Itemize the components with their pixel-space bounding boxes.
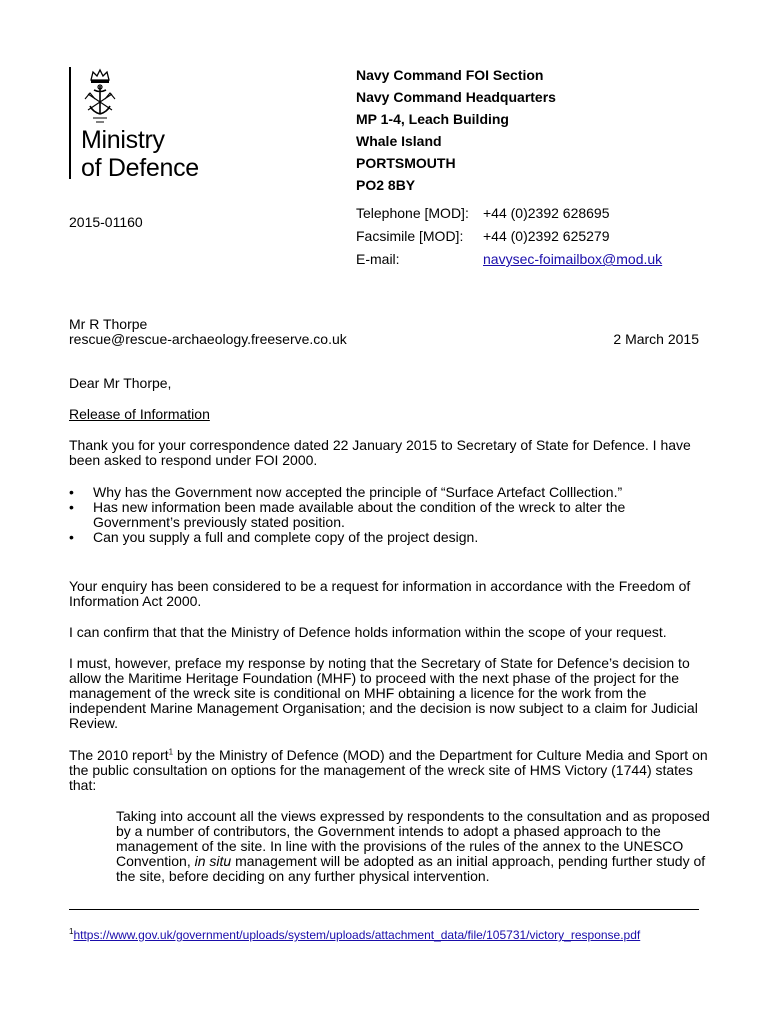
paragraph-2-text: Your enquiry has been considered to be a request for information in accordance with the Freedom of Information Act 2000.: [69, 578, 691, 609]
paragraph-1-text: Thank you for your correspondence dated 22 January 2015 to Secretary of State for Defence. I have been asked to respond under FOI 2000.: [69, 437, 691, 468]
address-line: Navy Command Headquarters: [356, 89, 556, 105]
quote-after: management will be adopted as an initial approach, pending further study of the site, before deciding on any further physical intervention.: [116, 853, 706, 884]
paragraph-4: [69, 656, 709, 731]
email-label: E-mail:: [356, 251, 400, 267]
paragraph-4-text: I must, however, preface my response by noting that the Secretary of State for Defence’s decision to allow the Maritime Heritage Foundation (MHF) to proceed with the next phase of the project for the management of the wreck site is conditional on MHF obtaining a licence for the work from the independent Marine Management Organisation; and the decision is now subject to a claim for Judicial Review.: [69, 655, 698, 731]
reference-number: 2015-01160: [69, 214, 143, 230]
letter-date: 2 March 2015: [613, 331, 699, 347]
email-link[interactable]: navysec-foimailbox@mod.uk: [483, 251, 663, 267]
paragraph-3: [69, 625, 709, 640]
recipient-name: Mr R Thorpe: [69, 316, 148, 332]
quote-before: Taking into account all the views expressed by respondents to the consultation and as proposed by a number of contributors, the Government intends to adopt a phased approach to the management of the site. In line with the provisions of the rules of the annex to the UNESCO Convention,: [116, 808, 710, 869]
logo-wordmark: [81, 126, 199, 182]
footnote-number: 1: [69, 927, 74, 936]
recipient-email: rescue@rescue-archaeology.freeserve.co.uk: [69, 331, 347, 347]
salutation-text: Dear Mr Thorpe,: [69, 375, 172, 391]
sender-address: [356, 64, 556, 196]
paragraph-3-text: I can confirm that that the Ministry of Defence holds information within the scope of your request.: [69, 624, 667, 640]
address-line: Navy Command FOI Section: [356, 67, 544, 83]
address-line: PO2 8BY: [356, 177, 416, 193]
subject-line: [69, 407, 709, 422]
fax-value: +44 (0)2392 625279: [483, 228, 610, 244]
paragraph-5-text: [69, 748, 709, 793]
royal-navy-crest-icon: [80, 66, 120, 124]
telephone-value: +44 (0)2392 628695: [483, 205, 610, 221]
paragraph-1: [69, 438, 709, 468]
list-item: • Can you supply a full and complete copy of the project design.: [0, 530, 715, 545]
logo-line-2: of Defence: [81, 154, 199, 182]
para5-after: by the Ministry of Defence (MOD) and the Department for Culture Media and Sport on the public consultation on options for the management of the wreck site of HMS Victory (1744) states that:: [69, 747, 708, 793]
logo-line-1: Ministry: [81, 126, 165, 154]
address-line: PORTSMOUTH: [356, 155, 456, 171]
address-line: Whale Island: [356, 133, 442, 149]
footnote-divider: [69, 909, 699, 910]
recipient-block: [69, 317, 347, 347]
list-item: • Why has the Government now accepted the principle of “Surface Artefact Colllection.”: [0, 485, 715, 500]
para5-before: The 2010 report: [69, 747, 169, 763]
telephone-label: Telephone [MOD]:: [356, 205, 469, 221]
paragraph-2: [69, 579, 709, 609]
footnote-link[interactable]: https://www.gov.uk/government/uploads/system/uploads/attachment_data/file/105731/victory_response.pdf: [73, 928, 641, 942]
paragraph-5: [69, 748, 709, 793]
address-line: MP 1-4, Leach Building: [356, 111, 509, 127]
fax-label: Facsimile [MOD]:: [356, 228, 464, 244]
quote-italic: in situ: [194, 853, 232, 869]
logo-divider: [69, 67, 71, 179]
contact-details: [356, 202, 662, 271]
block-quote: [116, 809, 716, 884]
quote-text: [116, 809, 716, 884]
subject-text: Release of Information: [69, 406, 210, 422]
footnote: [69, 928, 640, 942]
salutation: [69, 376, 709, 391]
list-item: • Has new information been made available about the condition of the wreck to alter the Government’s previously stated position.: [0, 500, 715, 530]
footnote-ref: 1: [168, 747, 174, 757]
request-bullet-list: [0, 485, 715, 545]
